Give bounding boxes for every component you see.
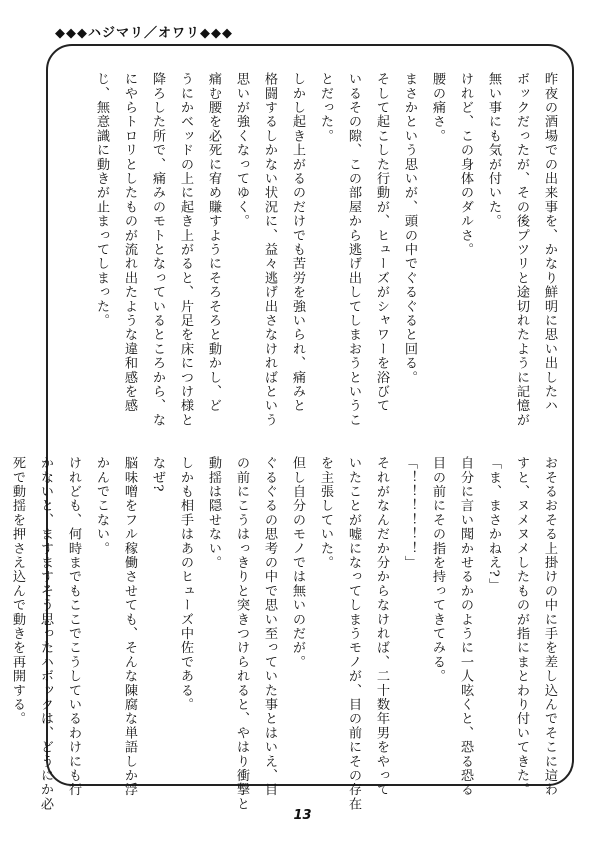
text-line: いたことが嘘になってしまうモノが、目の前にその存在 xyxy=(346,456,361,811)
page-number: 13 xyxy=(293,808,312,823)
text-line: しかし起き上がるのだけでも苦労を強いられ、痛みと xyxy=(290,72,305,413)
text-line: 動揺は隠せない。 xyxy=(206,456,221,570)
text-line: そして起こした行動が、ヒューズがシャワーを浴びて xyxy=(374,72,389,413)
text-line: にやらトロリとしたものが流れ出たような違和感を感 xyxy=(122,72,137,413)
text-line: すと、ヌメヌメしたものが指にまとわり付いてきた。 xyxy=(514,456,529,797)
page-header-title: ◆◆◆ハジマリ／オワリ◆◆◆ xyxy=(55,26,233,41)
text-line: 但し自分のモノでは無いのだが。 xyxy=(290,456,305,669)
text-line: けれども、何時までもここでこうしているわけにも行 xyxy=(66,456,81,797)
text-line: ぐるぐるの思考の中で思い至っていた事とはいえ、目 xyxy=(262,456,277,797)
text-block-upper xyxy=(87,72,563,432)
text-line: 痛む腰を必死に宥め賺すようにそろそろと動かし、ど xyxy=(206,72,221,413)
text-line: ボックだったが、その後プツリと途切れたように記憶が xyxy=(514,72,529,427)
text-line: の前にこうはっきりと突きつけられると、やはり衝撃と xyxy=(234,456,249,811)
text-line: 脳味噌をフル稼働させても、そんな陳腐な単語しか浮 xyxy=(122,456,137,797)
text-line: けれど、この身体のダルさ。 xyxy=(458,72,473,257)
text-line: うにかベッドの上に起き上がると、片足を床につけ様と xyxy=(178,72,193,427)
text-line: 無い事にも気が付いた。 xyxy=(486,72,501,229)
text-line: 腰の痛さ。 xyxy=(430,72,445,143)
text-line: 昨夜の酒場での出来事を、かなり鮮明に思い出したハ xyxy=(542,72,557,413)
text-line: それがなんだか分からなければ、二十数年男をやって xyxy=(374,456,389,797)
text-line: 目の前にその指を持ってきてみる。 xyxy=(430,456,445,684)
text-line: を主張していた。 xyxy=(318,456,333,570)
text-line: じ、無意識に動きが止まってしまった。 xyxy=(94,72,109,328)
text-block-lower xyxy=(3,456,563,811)
text-line: おそるおそる上掛けの中に手を差し込んでそこに這わ xyxy=(542,456,557,797)
text-line: 降ろした所で、痛みのモトとなっているところから、な xyxy=(150,72,165,427)
text-line: かないと、ますますそう思ったハボックは、どうにか必 xyxy=(38,456,53,811)
text-line: かんでこない。 xyxy=(94,456,109,556)
text-line: 死で動揺を押さえ込んで動きを再開する。 xyxy=(10,456,25,726)
text-line: 「！！！！！！」 xyxy=(402,456,417,570)
text-line: まさかという思いが、頭の中でぐるぐると回る。 xyxy=(402,72,417,385)
text-line: 格闘するしかない状況に、益々逃げ出さなければという xyxy=(262,72,277,427)
text-line: とだった。 xyxy=(318,72,333,143)
text-line: 思いが強くなってゆく。 xyxy=(234,72,249,229)
text-line: しかも相手はあのヒューズ中佐である。 xyxy=(178,456,193,712)
text-line: 自分に言い聞かせるかのように一人呟くと、恐る恐る xyxy=(458,456,473,797)
text-line: 「ま、まさかねえ?」 xyxy=(486,456,501,592)
text-line: なぜ? xyxy=(150,456,165,493)
text-line: いるその隙、この部屋から逃げ出してしまおうというこ xyxy=(346,72,361,427)
